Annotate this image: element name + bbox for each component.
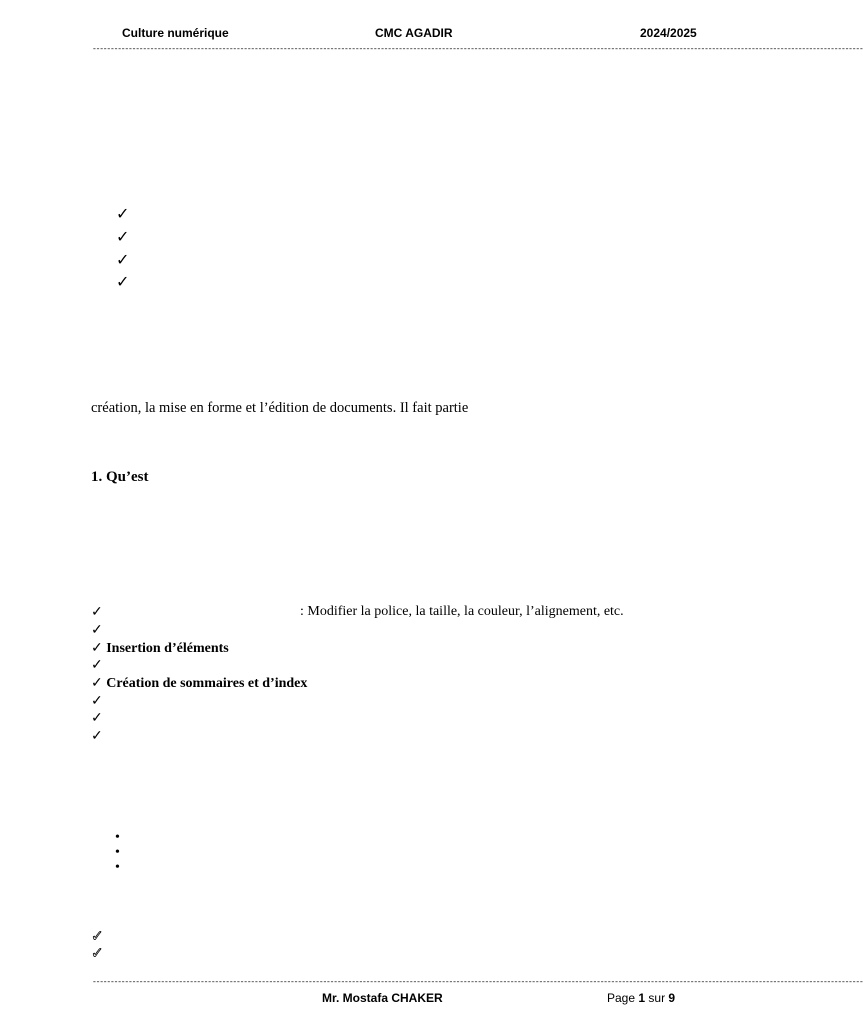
check-icon: ✓ bbox=[91, 658, 103, 673]
check-icon: ✓ bbox=[91, 729, 103, 744]
feature-list-item bbox=[91, 728, 103, 745]
bullet-icon: • bbox=[115, 830, 120, 845]
feature-list-item bbox=[91, 710, 103, 727]
total-pages: 9 bbox=[668, 991, 676, 1005]
feature-item-title: Création de sommaires et d’index bbox=[106, 676, 308, 691]
header-school-year: 2024/2025 bbox=[640, 26, 697, 40]
section-heading: 1. Qu’est bbox=[91, 469, 149, 485]
feature-item-title: Insertion d’éléments bbox=[106, 641, 229, 656]
feature-list-item bbox=[91, 640, 229, 657]
header-rule: ---------------------------------------------------------------------------------------------------------------------------------------------------------------------------------------------------------------------- bbox=[92, 45, 863, 54]
intro-paragraph: création, la mise en forme et l’édition de documents. Il fait partie bbox=[91, 400, 469, 416]
page-label: Page bbox=[607, 991, 636, 1005]
bullet-icon: • bbox=[115, 860, 120, 875]
check-icon: ✓ bbox=[91, 711, 103, 726]
check-icon: ✓ bbox=[91, 694, 103, 709]
feature-list-item bbox=[91, 693, 103, 710]
check-icon: ✓ bbox=[91, 605, 103, 620]
check-icon: ✓ bbox=[91, 641, 103, 656]
feature-list-item bbox=[91, 604, 103, 621]
intro-check-icon: ✓ bbox=[116, 229, 130, 246]
feature-item-text: : Modifier la police, la taille, la couleur, l’alignement, etc. bbox=[300, 604, 624, 619]
check-icon: ✓ bbox=[91, 623, 103, 638]
hollow-check-icon: ✓ bbox=[91, 929, 104, 945]
intro-check-icon: ✓ bbox=[116, 206, 130, 223]
page-of-label: sur bbox=[648, 991, 666, 1005]
check-icon: ✓ bbox=[91, 676, 103, 691]
intro-check-icon: ✓ bbox=[116, 274, 130, 291]
bullet-icon: • bbox=[115, 845, 120, 860]
footer-rule: ---------------------------------------------------------------------------------------------------------------------------------------------------------------------------------------------------------------------- bbox=[92, 978, 863, 987]
feature-list-item bbox=[91, 675, 307, 692]
page-number bbox=[607, 991, 675, 1005]
feature-list-item bbox=[91, 622, 103, 639]
intro-check-icon: ✓ bbox=[116, 252, 130, 269]
feature-list-item bbox=[91, 657, 103, 674]
header-course-title: Culture numérique bbox=[122, 26, 229, 40]
hollow-check-icon: ✓ bbox=[91, 946, 104, 962]
header-institution: CMC AGADIR bbox=[375, 26, 453, 40]
current-page: 1 bbox=[638, 991, 646, 1005]
footer-author: Mr. Mostafa CHAKER bbox=[322, 991, 443, 1005]
